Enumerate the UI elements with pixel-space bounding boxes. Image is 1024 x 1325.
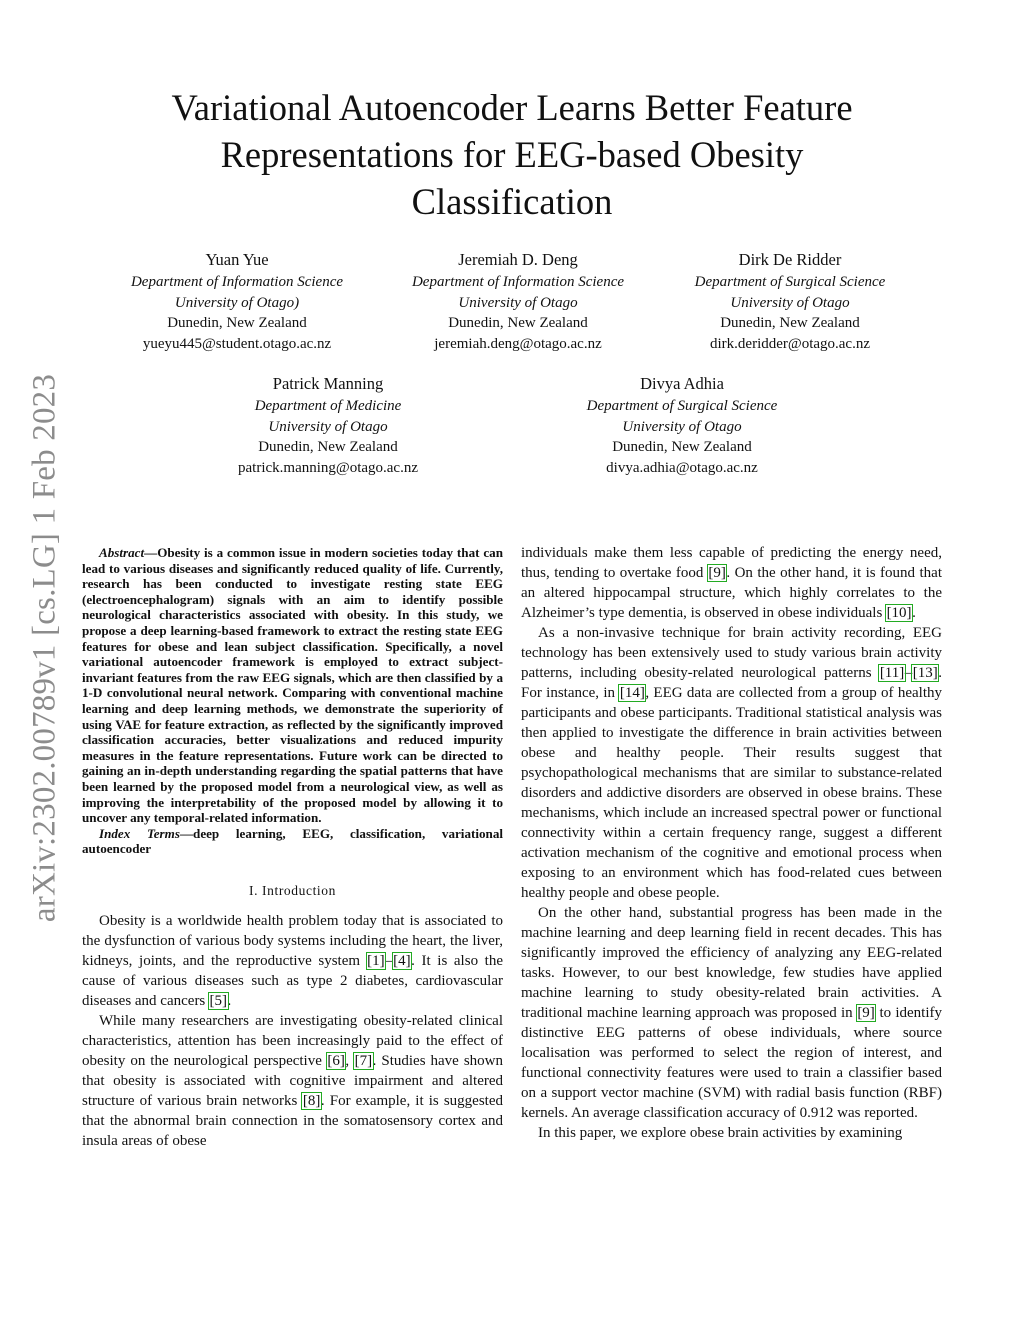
intro-paragraph-2 bbox=[82, 1011, 503, 1151]
right-paragraph-3 bbox=[521, 903, 942, 1123]
paragraph-text: , EEG data are collected from a group of healthy participants and obese participants. Traditional statistical analysis was then applied to investigate the difference in brain activities between obese and healthy people. Their results suggest that psychopathological mechanisms that are similar to substance-related disorders and addictive disorders are observed in obese brains. These mechanisms, which include an increased spectral power or functional connectivity within a certain frequency range, suggest a different activation mechanism of the cognitive and emotional process when exposing to an environment which has food-related cues between healthy people and obese people. bbox=[521, 685, 942, 901]
paragraph-text: – bbox=[904, 665, 913, 681]
author-city: Dunedin, New Zealand bbox=[612, 439, 752, 456]
paragraph-text: . On the other hand, it is found that an altered hippocampal structure, which highly correlates to the Alzheimer’s type dementia, is observed in obese individuals bbox=[521, 565, 943, 621]
author-university: University of Otago bbox=[268, 418, 388, 435]
abstract-label: Abstract bbox=[99, 545, 145, 560]
author-university: University of Otago bbox=[458, 294, 578, 311]
author-email: yueyu445@student.otago.ac.nz bbox=[142, 336, 332, 353]
intro-paragraph-1 bbox=[82, 911, 503, 1011]
author-name: Jeremiah D. Deng bbox=[458, 250, 578, 269]
paragraph-text: Obesity is a worldwide health problem today that is associated to the dysfunction of various body systems including the heart, the liver, kidneys, joints, and the reproductive system bbox=[82, 912, 503, 969]
index-terms bbox=[82, 826, 503, 857]
right-paragraph-1 bbox=[521, 543, 942, 623]
author-email: dirk.deridder@otago.ac.nz bbox=[710, 336, 870, 353]
section-heading-introduction: I. Introduction bbox=[249, 882, 336, 898]
paragraph-text: . Studies have shown that obesity is associated with cognitive impairment and altered structure of various brain networks bbox=[82, 1052, 503, 1109]
abstract bbox=[82, 545, 503, 826]
index-terms-separator: — bbox=[179, 825, 194, 841]
paragraph-text: While many researchers are investigating obesity-related clinical characteristics, attention has been increasingly paid to the effect of obesity on the neurological perspective bbox=[82, 1012, 503, 1069]
citation-link[interactable]: [8] bbox=[302, 1092, 321, 1109]
author-block bbox=[645, 250, 935, 355]
paragraph-text: . It is also the cause of various diseases such as type 2 diabetes, cardiovascular diseases and cancers bbox=[82, 952, 504, 1009]
paragraph-text: to identify distinctive EEG patterns of obese individuals, where source localisation was performed to select the region of interest, and functional connectivity features were used to train a classifier based on a support vector machine (SVM) with radial basis function (RBF) kernels. An average classification accuracy of 0.912 was reported. bbox=[521, 1005, 942, 1121]
right-column bbox=[521, 543, 942, 1143]
paragraph-text: individuals make them less capable of predicting the energy need, thus, tending to overtake food bbox=[521, 545, 942, 581]
author-block bbox=[92, 250, 382, 355]
author-department: Department of Information Science bbox=[130, 273, 344, 290]
author-block bbox=[373, 250, 663, 355]
right-paragraph-2 bbox=[521, 623, 942, 903]
author-email: divya.adhia@otago.ac.nz bbox=[606, 460, 758, 477]
author-department: Department of Surgical Science bbox=[586, 397, 778, 414]
paragraph-text: In this paper, we explore obese brain activities by examining bbox=[538, 1125, 903, 1141]
right-paragraph-4 bbox=[521, 1123, 942, 1143]
author-email: patrick.manning@otago.ac.nz bbox=[238, 460, 418, 477]
paragraph-text: , bbox=[345, 1052, 355, 1069]
paragraph-text: . bbox=[227, 992, 232, 1009]
paragraph-text: . For instance, in bbox=[521, 665, 942, 701]
author-email: jeremiah.deng@otago.ac.nz bbox=[434, 336, 602, 353]
author-name: Yuan Yue bbox=[205, 250, 269, 269]
citation-link[interactable]: [6] bbox=[327, 1052, 345, 1069]
title-line-3: Classification bbox=[411, 181, 613, 222]
citation-link[interactable]: [4] bbox=[393, 952, 411, 969]
paper-title bbox=[100, 84, 924, 225]
author-name: Divya Adhia bbox=[640, 374, 724, 393]
author-block bbox=[183, 374, 473, 479]
author-department: Department of Information Science bbox=[411, 273, 625, 290]
author-university: University of Otago bbox=[622, 418, 742, 435]
author-department: Department of Surgical Science bbox=[694, 273, 886, 290]
title-line-1: Variational Autoencoder Learns Better Feature bbox=[171, 87, 853, 128]
citation-link[interactable]: [14] bbox=[619, 685, 645, 701]
arxiv-id: arXiv:2302.00789v1 [cs.LG] 1 Feb 2023 bbox=[26, 373, 63, 922]
abstract-separator: — bbox=[144, 545, 158, 560]
author-department: Department of Medicine bbox=[254, 397, 402, 414]
abstract-text: Obesity is a common issue in modern societies today that can lead to various diseases and significantly reduced quality of life. Currently, research has been conducted to investigate resting state EEG (electroencephalogram) signals with an aim to identify possible neurological characteristics associated with obesity. In this study, we propose a deep learning-based framework to extract the resting state EEG features for obese and lean subject classification. Specifically, a novel variational autoencoder framework is employed to extract subject-invariant features from the raw EEG signals, which are then classified by a 1-D convolutional neural network. Comparing with conventional machine learning and deep learning methods, we demonstrate the superiority of using VAE for feature extraction, as reflected by the significantly improved classification accuracies, better visualizations and reduced impurity measures in the feature representations. Future work can be directed to gaining an in-depth understanding regarding the spatial patterns that have been learned by the proposed model from a neurological view, as well as improving the interpretability of the proposed model by allowing it to uncover any temporal-related information. bbox=[82, 545, 503, 826]
citation-link[interactable]: [7] bbox=[354, 1052, 373, 1069]
paragraph-text: On the other hand, substantial progress has been made in the machine learning and deep learning field in recent decades. This has significantly improved the efficiency of analyzing any EEG-related tasks. However, to our best knowledge, few studies have applied machine learning to study obesity-related brain activities. A traditional machine learning approach was proposed in bbox=[521, 905, 942, 1021]
index-terms-label: Index Terms bbox=[99, 825, 180, 841]
citation-link[interactable]: [11] bbox=[879, 665, 905, 681]
paragraph-text: As a non-invasive technique for brain activity recording, EEG technology has been extensively used to study various brain activity patterns, including obesity-related neurological patterns bbox=[521, 625, 942, 681]
paragraph-text: . bbox=[912, 605, 916, 621]
author-city: Dunedin, New Zealand bbox=[258, 439, 398, 456]
arxiv-sidebar-stamp bbox=[26, 365, 63, 930]
citation-link[interactable]: [13] bbox=[912, 665, 938, 681]
citation-link[interactable]: [9] bbox=[857, 1005, 875, 1021]
title-line-2: Representations for EEG-based Obesity bbox=[220, 134, 804, 175]
author-city: Dunedin, New Zealand bbox=[448, 315, 588, 332]
citation-link[interactable]: [9] bbox=[708, 565, 726, 581]
citation-link[interactable]: [5] bbox=[209, 992, 228, 1009]
author-university: University of Otago) bbox=[174, 294, 300, 311]
author-name: Dirk De Ridder bbox=[738, 250, 842, 269]
paragraph-text: – bbox=[385, 952, 393, 969]
author-city: Dunedin, New Zealand bbox=[720, 315, 860, 332]
author-city: Dunedin, New Zealand bbox=[167, 315, 307, 332]
citation-link[interactable]: [1] bbox=[367, 952, 385, 969]
citation-link[interactable]: [10] bbox=[886, 605, 912, 621]
author-name: Patrick Manning bbox=[272, 374, 384, 393]
paragraph-text: . For example, it is suggested that the abnormal brain connection in the somatosensory cortex and insula areas of obese bbox=[82, 1092, 503, 1149]
index-terms-text: deep learning, EEG, classification, variational autoencoder bbox=[82, 825, 504, 857]
author-block bbox=[537, 374, 827, 479]
author-university: University of Otago bbox=[730, 294, 850, 311]
left-column bbox=[82, 545, 503, 1151]
